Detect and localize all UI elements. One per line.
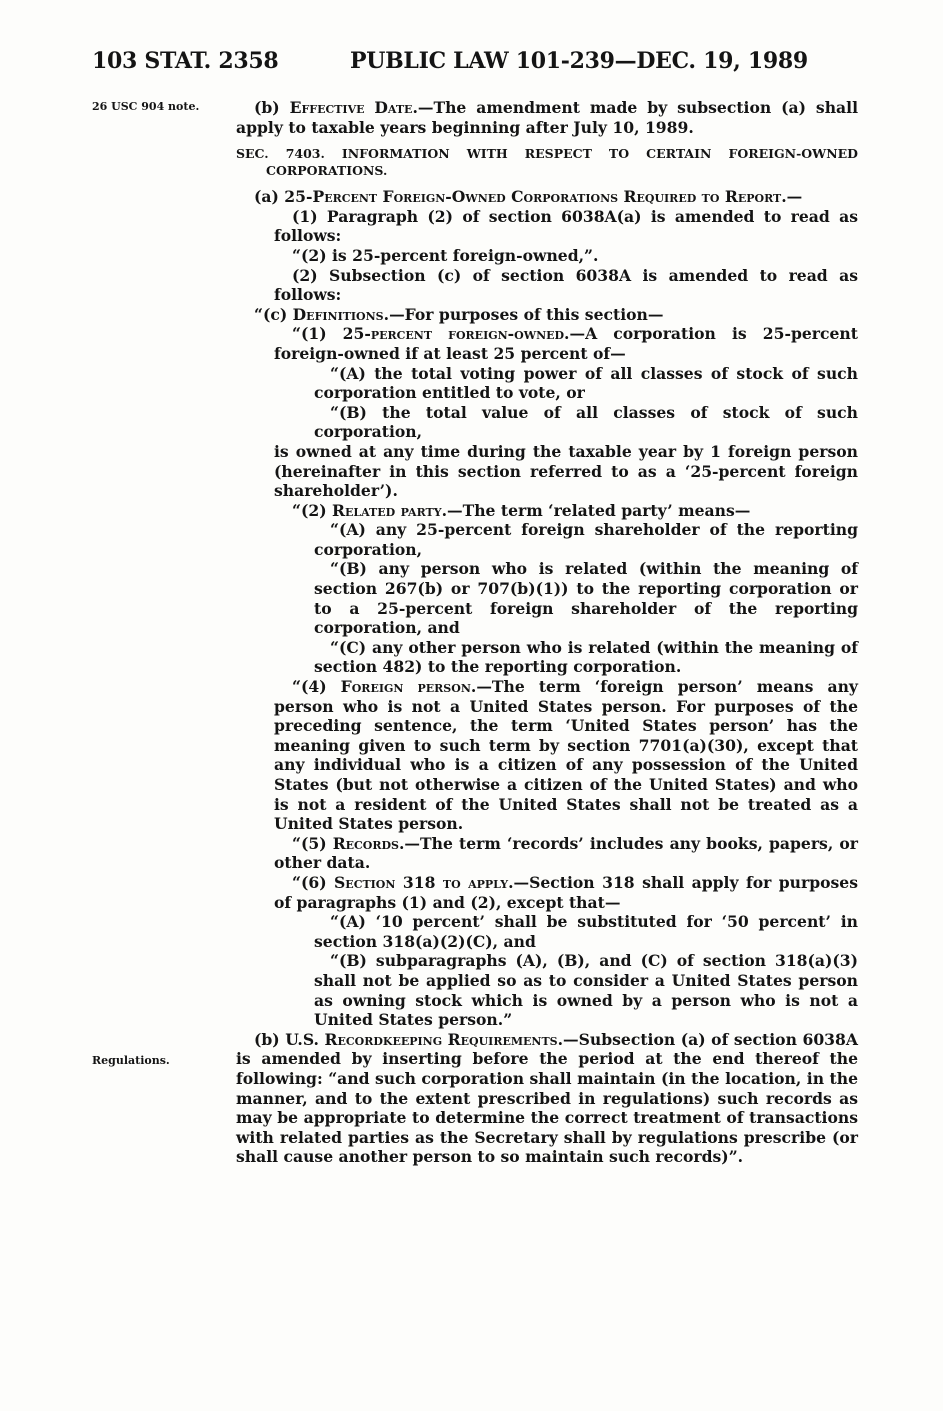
paragraph-a1-quote: “(2) is 25-percent foreign-owned,”. <box>292 245 599 265</box>
subsection-a-heading: (a) 25-Percent Foreign-Owned Corporations Required to Report.— <box>254 187 803 207</box>
definition-2-A: “(A) any 25-percent foreign shareholder of the reporting corporation, <box>314 520 858 559</box>
page-header <box>92 48 808 74</box>
definition-1-tail: is owned at any time during the taxable year by 1 foreign person (hereinafter in this section referred to as a ‘25-percent foreign shareholder’). <box>274 441 858 501</box>
paragraph-a2: (2) Subsection (c) of section 6038A is amended to read as follows: <box>274 265 858 305</box>
definition-5-records: “(5) Records.—The term ‘records’ includes any books, papers, or other data. <box>274 833 858 873</box>
subsection-b-effective-date: (b) Effective Date.—The amendment made by subsection (a) shall apply to taxable years beginning after July 10, 1989. <box>236 98 858 137</box>
definition-2-C: “(C) any other person who is related (within the meaning of section 482) to the reporting corporation. <box>314 637 858 677</box>
margin-note-usc: 26 USC 904 note. <box>92 100 200 113</box>
definition-1-A: “(A) the total voting power of all classes of stock of such corporation entitled to vote, or <box>314 363 858 403</box>
definition-1-25-percent: “(1) 25-percent foreign-owned.—A corporation is 25-percent foreign-owned if at least 25 percent of— <box>274 324 858 363</box>
margin-note-regulations: Regulations. <box>92 1054 170 1067</box>
paragraph-a1: (1) Paragraph (2) of section 6038A(a) is amended to read as follows: <box>274 206 858 246</box>
subsection-c-definitions: “(c) Definitions.—For purposes of this section— <box>254 304 664 324</box>
definition-1-B: “(B) the total value of all classes of stock of such corporation, <box>314 402 858 442</box>
definition-4-foreign-person: “(4) Foreign person.—The term ‘foreign person’ means any person who is not a United States person. For purposes of the preceding sentence, the term ‘United States person’ has the meaning given to such term by section 7701(a)(30), except that any individual who is a citizen of any possession of the United States (but not otherwise a citizen of the United States) and who is not a resident of the United States shall not be treated as a United States person. <box>274 677 858 834</box>
stat-page-number: 103 STAT. 2358 <box>92 48 279 74</box>
subsection-b-recordkeeping: (b) U.S. Recordkeeping Requirements.—Subsection (a) of section 6038A is amended by inserting before the period at the end thereof the following: “and such corporation shall maintain (in the location, in the manner, and to the extent prescribed in regulations) such records as may be appropriate to determine the correct treatment of transactions with related parties as the Secretary shall by regulations prescribe (or shall cause another person to so maintain such records)”. <box>236 1029 858 1167</box>
definition-6-section-318: “(6) Section 318 to apply.—Section 318 shall apply for purposes of paragraphs (1) and (2), except that— <box>274 872 859 912</box>
definition-2-B: “(B) any person who is related (within the meaning of section 267(b) or 707(b)(1)) to the reporting corporation or to a 25-percent foreign shareholder of the reporting corporation, and <box>314 559 858 638</box>
definition-2-related-party: “(2) Related party.—The term ‘related party’ means— <box>292 500 751 520</box>
definition-6-B: “(B) subparagraphs (A), (B), and (C) of section 318(a)(3) shall not be applied so as to consider a United States person as owning stock which is owned by a person who is not a United States person.” <box>314 951 858 1030</box>
definition-6-A: “(A) ‘10 percent’ shall be substituted for ‘50 percent’ in section 318(a)(2)(C), and <box>314 912 858 951</box>
section-heading: SEC. 7403. INFORMATION WITH RESPECT TO CERTAIN FOREIGN-OWNED CORPORATIONS. <box>236 146 858 179</box>
document-body <box>236 98 858 1167</box>
public-law-title: PUBLIC LAW 101-239—DEC. 19, 1989 <box>350 48 808 74</box>
